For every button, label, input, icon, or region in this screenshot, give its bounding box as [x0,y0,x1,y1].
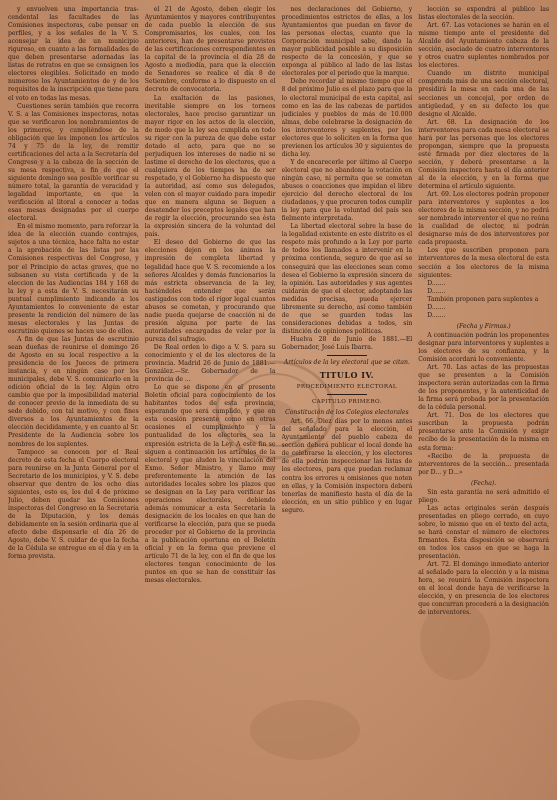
divider [327,394,367,395]
section-title: Artículos de la ley electoral que se citan. [283,359,410,367]
column-2 [145,6,276,792]
paragraph: Lo que se dispone en el presente Boletín oficial para conocimiento de los habitantes todos de esta provincia, esperando que será cumplido, y que en esta ocasión presente como en otras ocasiones el cumplimiento y la puntualidad de los electores sea la expresión estricta de la Ley. A este fin se siguen a continuación los artículos de la electoral y que aluden la vinculación del Exmo. Señor Ministro, y llamo muy preferentemente la atención de las autoridades locales sobre los plazos que se designan en la Ley para verificar las operaciones electorales, debiendo además comunicar a esta Secretaría la designación de los locales en que han de verificarse la elección, para que se pueda proceder por el Gobierno de la provincia a la publicación oportuna en el Boletín oficial y en la forma que previene el artículo 71 de la ley, con el fin de que los electores tengan conocimiento de los puntos en que se han de constituir las mesas electorales. [144,384,276,585]
titulo-subheading: PROCEDIMIENTO ELECTORAL [296,384,398,391]
signature-line: Huelva 28 de Junio de 1881.—El Gobernador, José Luis Ibarra. [281,335,413,351]
form-line: D....... [427,279,446,287]
capitulo-heading: CAPITULO PRIMERO. [311,399,382,406]
form-line: D....... [427,303,446,311]
form-line: «Recibo de la propuesta de interventores de la sección... presentada por D... y D...» [418,452,549,476]
article: Art. 72. El domingo inmediato anterior al señalado para la elección y a la misma hora, se reunirá la Comisión inspectora en el local donde haya de verificarse la elección, y en presencia de los electores que concurran procederá a la designación de interventores. [418,561,549,617]
form-signature: (Fecha y Firmas.) [456,322,511,330]
form-line: D....... [427,311,446,319]
paragraph: La libertad electoral sobre la base de la legalidad existente en este distrito es el respeto más profundo a la Ley por parte de todos los llamados a intervenir en la próxima contienda, seguro de que así se conseguirá que las elecciones sean como desea el Gobierno la expresión sincera de la opinión. Las autoridades y sus agentes cuidarán de que el elector, adoptando las medidas precisas, pueda ejercer libremente su derecho, así como también de que se guarden todas las consideraciones debidas a todos, sin distinción de opiniones políticas. [281,223,413,335]
paragraph: Tampoco se conocen por el Real decreto de esta fecha el Cuerpo electoral para reunirse en la Junta General por el Secretario de los municipios, y V. S. debe observar que dentro de los ocho días siguientes, esto es, los del 4 de próximo Julio, deben quedar las Comisiones inspectoras del Congreso en la Secretaría de la Diputación, y los demás debidamente en la sesión ordinaria que al efecto debe dispensarle el día 26 de Agosto, debe V. S. cuidar de que la fecha de la Cédula se entregue en el día y en la forma prevista. [8,448,139,561]
form-line: D....... [427,287,446,295]
paragraph: La exaltación de las pasiones, inevitable siempre en los torneos electorales, hace preciso garantizar un mayor rigor en los actos de la elección, de modo que la ley sea cumplida en todo su rigor con la pureza de que debe estar dotado el acto, para que no se perjudiquen los intereses de nadie ni se lastime el derecho de los electores, que a cualquiera de los tiempos ha de ser respetado, y el Gobierno ha dispuesto que la autoridad, así como sus delegados, velen con el mayor cuidado para impedir que en manera alguna se lleguen a desatender los preceptos legales que han de regir la elección, procurando sea ésta la expresión sincera de la voluntad del país. [144,94,276,239]
article: Art. 66. Diez días por lo menos antes del señalado para la elección, el Ayuntamiento del pueblo cabeza de sección deberá publicar el local donde ha de celebrarse la elección, y los electores de ella podrán inspeccionar las listas de los electores, para que puedan reclamar contra los errores u omisiones que noten en ellas, y la Comisión inspectora deberá tenerlas de manifiesto hasta el día de la elección, en un sitio público y en lugar seguro. [281,418,413,514]
titulo-heading: TITULO IV. [319,370,375,381]
article: Art. 68. La designación de los interventores para cada mesa electoral se hará por las personas que los electores propongan, siempre que la propuesta esté firmada por diez electores de la sección, y deberá presentarse a la Comisión inspectora hasta el día anterior al de la elección, y en la forma que determina el artículo siguiente. [418,118,549,191]
paragraph: Debo recordar al mismo tiempo que el 8 del próximo Julio es el plazo para que la lo electoral municipal de esta capital, así como en las de las cabezas de partidos judiciales y pueblos de más de 10.000 almas, debe celebrarse la designación de los interventores y suplentes, por los electores que lo soliciten en la forma que previenen los artículos 30 y siguientes de dicha ley. [281,78,413,158]
column-4 [418,6,549,792]
capitulo-subheading: Constitución de los Colegios electorales [285,409,409,417]
paragraph: Cuando un distrito municipal comprenda más de una sección electoral, presidirá la mesa en cada una de las secciones un concejal, por orden de antigüedad, y en su defecto los que designe el Alcalde. [418,70,549,118]
paragraph: Y de encarecerle por último al Cuerpo electoral que no abandone la votación en ningún caso, ni permita que se cometan abusos o coacciones que impidan el libre ejercicio del derecho electoral de los ciudadanos, y que procuren todos cumplir la ley para que la voluntad del país sea fielmente interpretada. [281,158,413,223]
article: Art. 71. Dos de los electores que suscriban la propuesta podrán presentarse ante la Comisión y exigir recibo de la presentación de la misma en esta forma: [418,412,549,452]
paragraph: nes declaraciones del Gobierno, y procedimientos estrictos de ellas, a los Ayuntamientos que puedan en favor de las personas electas, cuanto que la Corporación municipal sabe, dando la mayor publicidad posible a su disposición respecto de la concesión, y que se exponga al público al lado de las listas electorales por el periodo que la marque. [281,6,413,78]
form-intro: Los que suscriben proponen para interventores de la mesa electoral de esta sección a los electores de la misma siguientes: [418,247,549,279]
paragraph: Cuestiones serán también que recorra V. S. a las Comisiones inspectoras, notas que se verificaron los nombramientos de los primeros, y cumpliéndose de la obligación que les imponen los artículos 74 y 75 de la ley, de remitir certificaciones del acta a la Secretaría del Congreso y a la cabeza de la sección de su mesa respectiva, a fin de que el siguiente domingo sea posible verificar su número total, la garantía de veracidad y legalidad importante, en que la verificación al litoral a conocer a todas esas mesas designadas por el cuerpo electoral. [8,102,139,223]
form-line: También proponen para suplentes a [427,295,539,303]
paragraph: De Real orden lo digo a V. S. para su conocimiento y el de los electores de la provincia. Madrid 26 de Junio de 1881.—González.—Sr. Gobernador de la provincia de ... [144,343,276,384]
paragraph: y envuelven una importancia tras-cendental las facultades de las Comisiones inspectoras, cabe pensar en perfiles, y a los señales de la V. S. aconsejar la idea de un municipio riguroso, en cuanto a las formalidades de que deben presentarse adornadas las listas de retratos en que se consignen los electores elegibles. Solicitado en modo numeroso los Ayuntamientos de y de los requisitos de la inscripción que tiene para el voto en todas las mesas. [8,6,139,102]
paragraph: Las actas originales serán después presentadas en pliego cerrado, en cuyo sobre, lo mismo que en el texto del acta, se hará constar el número de electores firmantes. Ésta disposición se observará en todos los casos en que se haga la presentación. [418,504,549,561]
paragraph: El deseo del Gobierno de que las elecciones dejen en los ánimos la impresión de completa libertad y legalidad hace que V. S. recomiende a los señores Alcaldes y demás funcionarios la más estricta observancia de la ley, haciéndoles entender que serán castigados con todo el rigor legal cuantos abusos se cometan, y procurando que nadie pueda quejarse de coacción ni de presión alguna por parte de las autoridades encargadas de velar por la pureza del sufragio. [144,239,276,343]
divider [327,355,367,356]
paragraph: En el mismo momento, para reforzar la idea de la elección cuando contrajes, sujetos a una técnica, hace falta no estar a la aprobación de las listas por las Comisiones respectivas del Congreso, y por el Principio de actas graves, que no subsanen su vista certificada y de la eleccion de las Audiencias 184 y 168 de la ley y a esta de V. S. necesitarán su puntual cumplimiento indicando a los Ayuntamientos lo conveniente de estar presente la rendición del número de las mesas electorales y las Juntas de escrutinio quienes se hacen uso de ellos. [8,223,139,335]
paragraph: lección se expondrá al público las listas electorales de la sección. [418,6,549,22]
column-1 [8,6,139,792]
article: Art. 69. Los electores podrán proponer para interventores y suplentes a los electores de la misma sección, y no podrá ser nombrado interventor el que no reúna la cualidad de elector, ni podrán designarse más de dos interventores por cada propuesta. [418,191,549,247]
paragraph: el 21 de Agosto, deben elegir los Ayuntamientos y mayores contribuyentes de cada pueblo la elección de sus Compromisarios, los cuales, con los anteriores, han de presentarse provistos de las certificaciones correspondientes en la capital de la provincia el día 28 de Agosto a mediodía, para que la elección de Senadores se realice el día 8 de Setiembre, conforme a lo dispuesto en el decreto de convocatoria. [144,6,276,94]
paragraph: Sin esta garantía no será admitido el pliego. [418,488,549,504]
column-3 [282,6,413,792]
paragraph: A fin de que las Juntas de escrutinio sean dueñas de reunirse el domingo 26 de Agosto en su local respectivo a la presidencia de los Jueces de primera instancia, y en ningún caso por los municipales, debe V. S. comunicarlo en la edición oficial de la ley. Algún otro cambio que por la imposibilidad material de conocer previo de la inmediata de su sede debido, con tal motivo, y con fines diversos a los Ayuntamientos de la elección decididamente, y en cuanto al Sr. Presidente de la Audiencia sobre los nombres de los suplentes. [8,335,139,448]
form-signature: (Fecha). [471,479,497,487]
article: Art. 67. Las votaciones se harán en el mismo tiempo ante el presidente del Alcalde del Ayuntamiento cabeza de la sección, asociado de cuatro interventores y otros cuatro suplentes nombrados por los electores. [418,22,549,70]
article: Art. 70. Las actas de las propuestas que se presenten a la Comisión inspectora serán autorizadas con la firma de los proponentes, y la autenticidad de la firma será probada por la presentación de la cédula personal. [418,364,549,412]
paragraph: A continuación podrán los proponentes designar para interventores y suplentes a los electores de su confianza, y la Comisión acordará lo conveniente. [418,331,549,364]
